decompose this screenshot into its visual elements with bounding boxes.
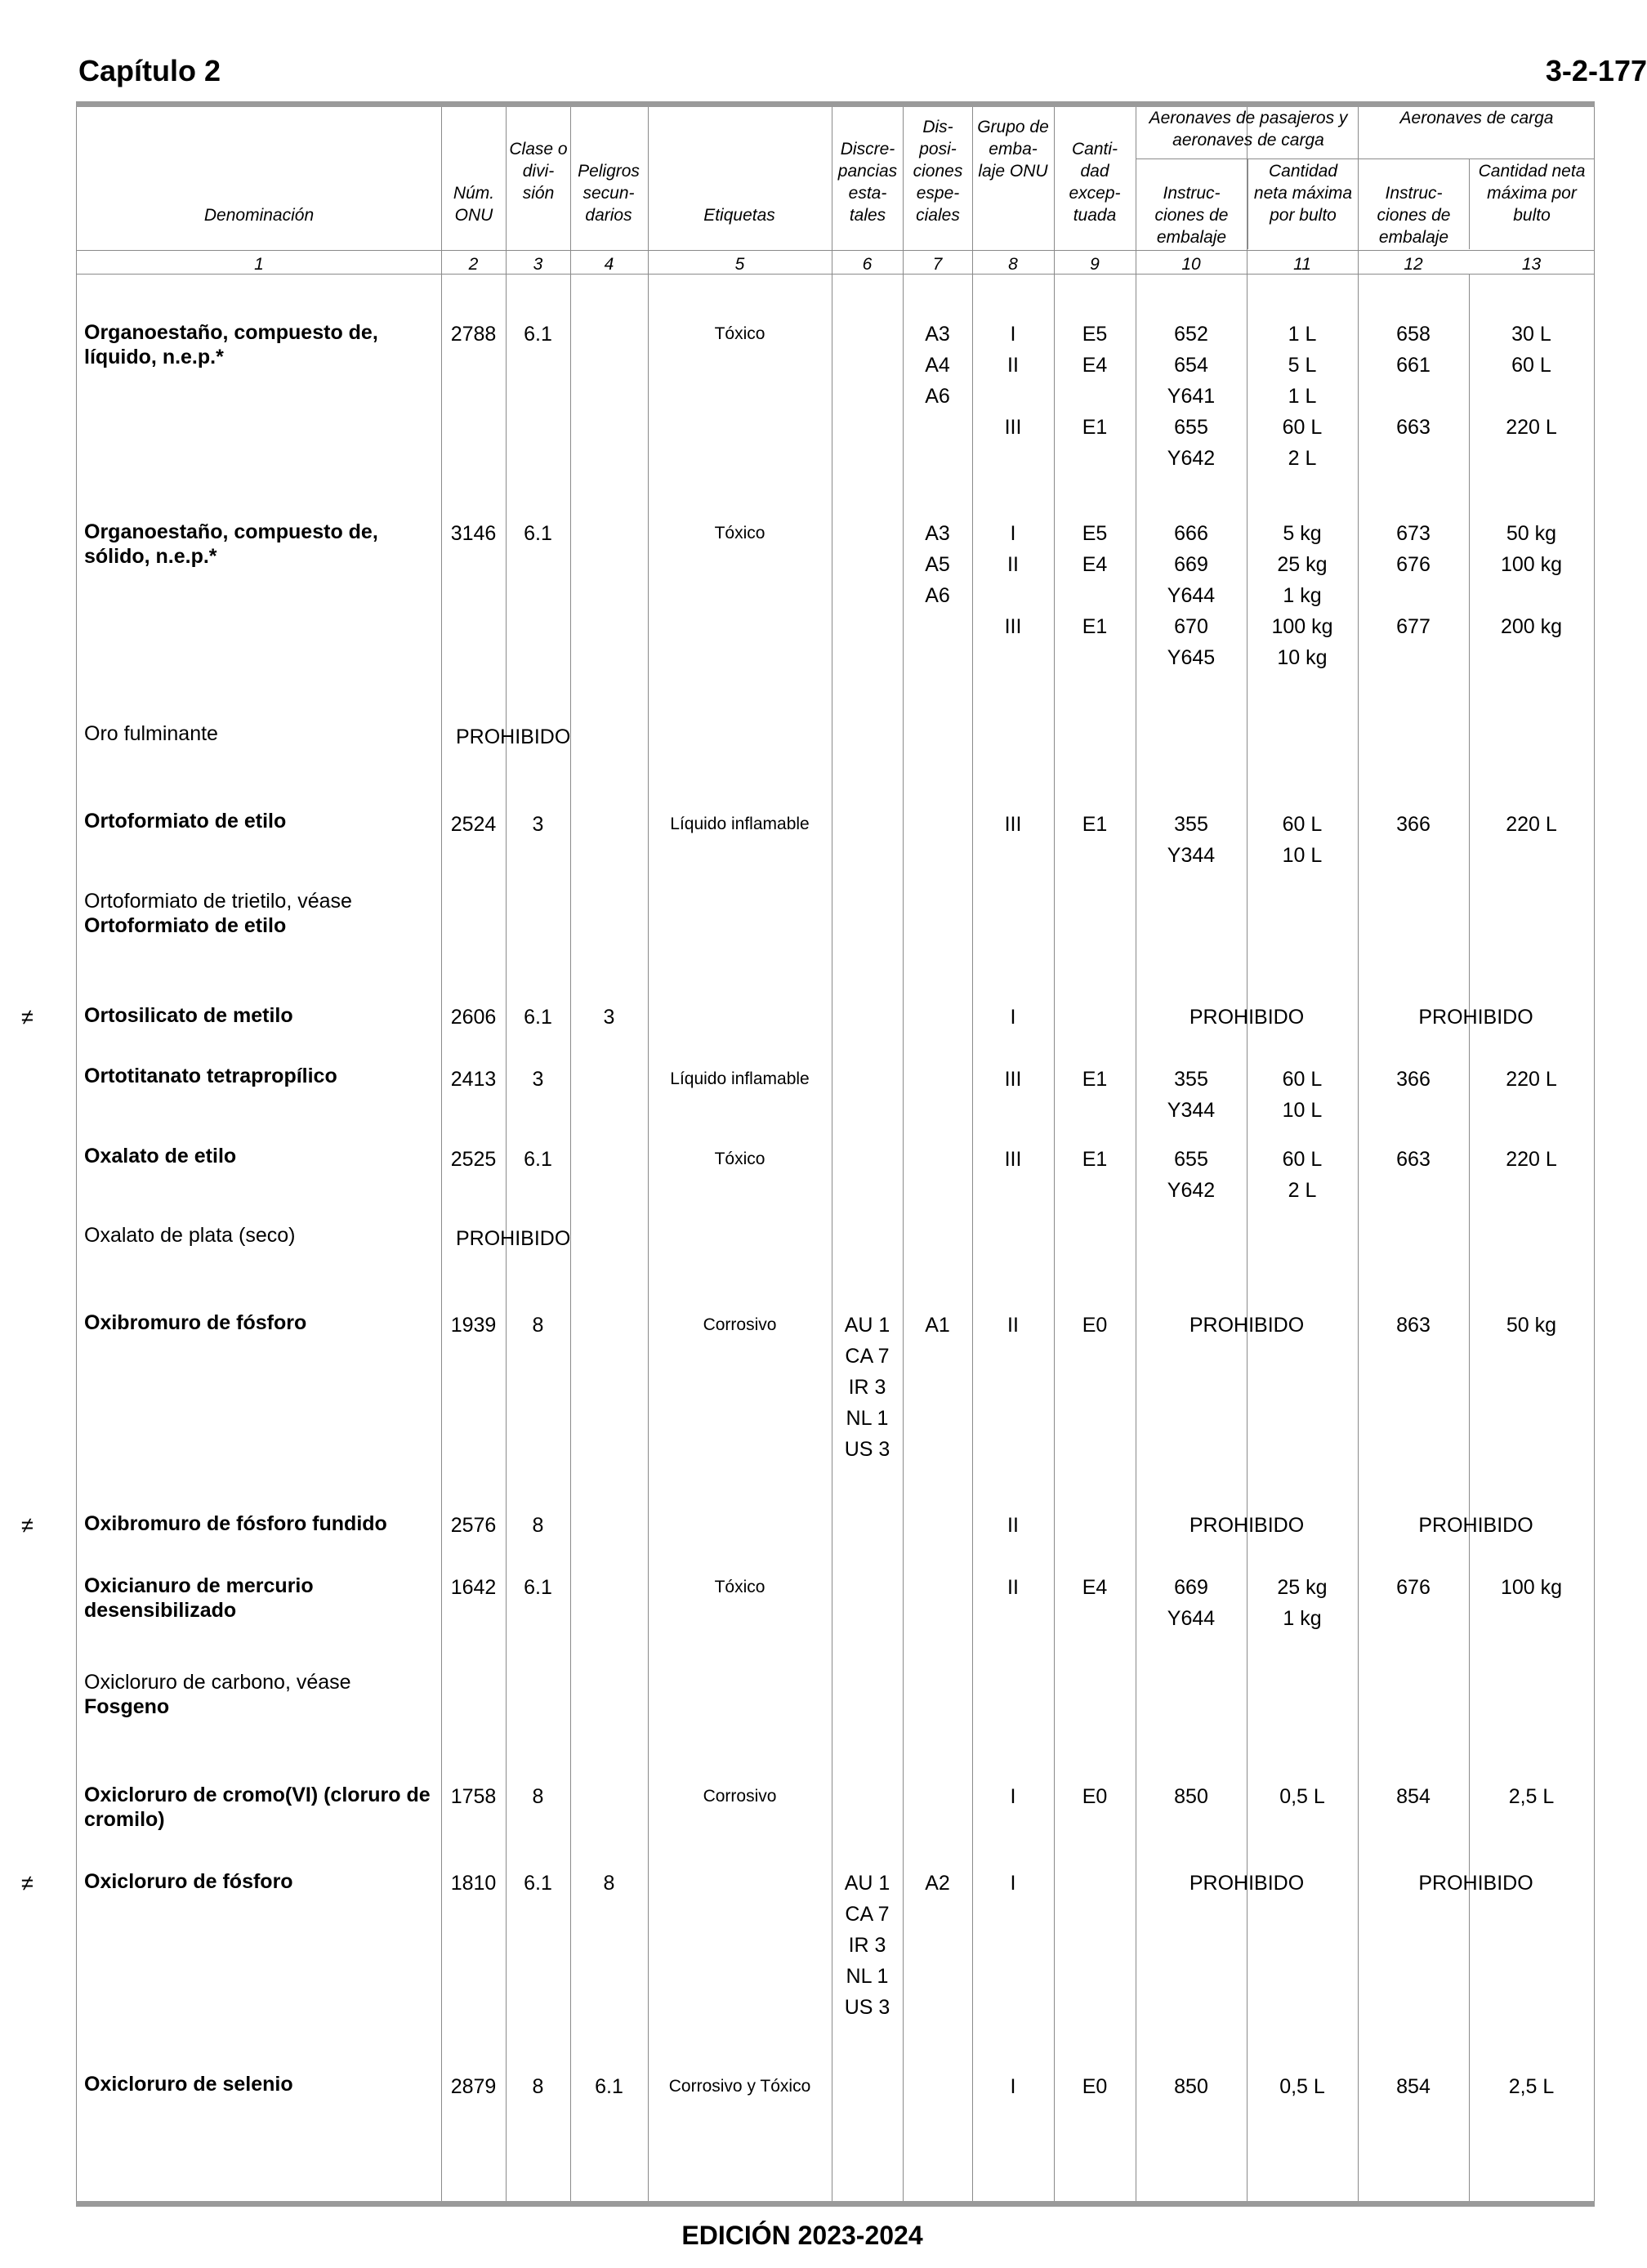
excepted-quantity: E1 xyxy=(1082,416,1108,439)
cao-prohibited: PROHIBIDO xyxy=(1418,1514,1533,1537)
col-number: 9 xyxy=(1090,255,1100,274)
class-division: 6.1 xyxy=(524,323,552,346)
pax-packing-instruction: 652 xyxy=(1174,323,1208,346)
col-number: 6 xyxy=(862,255,873,274)
cao-max-quantity: 100 kg xyxy=(1500,553,1563,576)
pax-max-quantity: 1 L xyxy=(1288,385,1317,408)
hazard-label: Corrosivo y Tóxico xyxy=(668,2077,811,2096)
excepted-quantity: E0 xyxy=(1082,2075,1108,2098)
special-provision: A6 xyxy=(925,584,950,607)
col-header-cao-instrucciones: Instruc- ciones de embalaje xyxy=(1377,184,1451,247)
pax-max-quantity: 25 kg xyxy=(1277,1576,1328,1599)
pax-packing-instruction: 654 xyxy=(1174,354,1208,377)
col-number: 2 xyxy=(468,255,479,274)
pax-packing-instruction: Y344 xyxy=(1167,844,1216,867)
pax-packing-instruction: 850 xyxy=(1174,1785,1208,1808)
excepted-quantity: E1 xyxy=(1082,615,1108,638)
row-name: Oxalato de etilo xyxy=(84,1145,237,1167)
packing-group: I xyxy=(1010,522,1016,545)
un-number: 2606 xyxy=(450,1006,497,1029)
col-header-grupo: Grupo de emba- laje ONU xyxy=(977,118,1049,181)
subsidiary-hazard: 8 xyxy=(603,1872,615,1895)
cao-max-quantity: 200 kg xyxy=(1500,615,1563,638)
pax-max-quantity: 0,5 L xyxy=(1279,1785,1325,1808)
excepted-quantity: E1 xyxy=(1082,1148,1108,1171)
state-variation: NL 1 xyxy=(846,1407,889,1430)
col-header-num-onu: Núm. ONU xyxy=(453,184,495,225)
packing-group: II xyxy=(1007,354,1019,377)
subsidiary-hazard: 6.1 xyxy=(595,2075,623,2098)
cross-reference xyxy=(84,889,444,938)
pax-packing-instruction: 669 xyxy=(1174,1576,1208,1599)
class-division: 8 xyxy=(532,2075,544,2098)
pax-packing-instruction: 666 xyxy=(1174,522,1208,545)
pax-max-quantity: 60 L xyxy=(1282,1068,1323,1091)
cao-max-quantity: 2,5 L xyxy=(1508,1785,1555,1808)
cao-packing-instruction: 366 xyxy=(1396,813,1431,836)
cao-max-quantity: 220 L xyxy=(1506,813,1557,836)
pax-max-quantity: 2 L xyxy=(1288,1179,1317,1202)
prohibited-text: PROHIBIDO xyxy=(456,725,571,748)
cao-packing-instruction: 663 xyxy=(1396,1148,1431,1171)
hazard-label: Tóxico xyxy=(714,324,765,343)
col-header-cantidad-exceptuada: Canti- dad excep- tuada xyxy=(1069,140,1121,225)
cao-packing-instruction: 854 xyxy=(1396,2075,1431,2098)
pax-max-quantity: 10 L xyxy=(1282,844,1323,867)
pax-packing-instruction: Y642 xyxy=(1167,447,1216,470)
change-mark-icon: ≠ xyxy=(21,1005,33,1029)
pax-prohibited: PROHIBIDO xyxy=(1189,1514,1305,1537)
pax-packing-instruction: Y644 xyxy=(1167,584,1216,607)
cao-max-quantity: 2,5 L xyxy=(1508,2075,1555,2098)
excepted-quantity: E5 xyxy=(1082,522,1108,545)
cao-max-quantity: 50 kg xyxy=(1506,1314,1557,1337)
col-header-disposiciones: Dis- posi- ciones espe- ciales xyxy=(913,118,963,225)
pax-packing-instruction: Y344 xyxy=(1167,1099,1216,1122)
header-rule xyxy=(76,101,1595,107)
un-number: 1810 xyxy=(450,1872,497,1895)
pax-packing-instruction: Y641 xyxy=(1167,385,1216,408)
pax-max-quantity: 0,5 L xyxy=(1279,2075,1325,2098)
row-name: Organoestaño, compuesto de, sólido, n.e.p.* xyxy=(84,520,378,568)
cross-reference-text: Ortoformiato de trietilo, véase xyxy=(84,890,352,913)
hazard-label: Tóxico xyxy=(714,524,765,542)
cross-reference xyxy=(84,1670,444,1719)
un-number: 2524 xyxy=(450,813,497,836)
cao-packing-instruction: 677 xyxy=(1396,615,1431,638)
un-number: 2788 xyxy=(450,323,497,346)
col-number: 8 xyxy=(1008,255,1018,274)
pax-prohibited: PROHIBIDO xyxy=(1189,1006,1305,1029)
state-variation: IR 3 xyxy=(848,1376,886,1399)
pax-max-quantity: 100 kg xyxy=(1271,615,1333,638)
pax-packing-instruction: 669 xyxy=(1174,553,1208,576)
col-header-peligros: Peligros secun- darios xyxy=(578,162,640,225)
cao-packing-instruction: 863 xyxy=(1396,1314,1431,1337)
state-variation: CA 7 xyxy=(845,1345,890,1368)
row-name: Oxicloruro de selenio xyxy=(84,2073,293,2096)
col-number: 11 xyxy=(1293,255,1311,274)
table-border-right xyxy=(1594,107,1595,2201)
hazard-label: Tóxico xyxy=(714,1578,765,1596)
col-divider-short xyxy=(1469,159,1470,249)
special-provision: A3 xyxy=(925,522,950,545)
row-name: Oxicloruro de cromo(VI) (cloruro de cromilo) xyxy=(84,1784,431,1831)
hazard-label: Líquido inflamable xyxy=(670,815,810,833)
row-name: Ortoformiato de etilo xyxy=(84,810,287,833)
packing-group: II xyxy=(1007,1576,1019,1599)
chapter-title: Capítulo 2 xyxy=(78,54,221,87)
subsidiary-hazard: 3 xyxy=(603,1006,615,1029)
cao-packing-instruction: 673 xyxy=(1396,522,1431,545)
cross-reference-target: Fosgeno xyxy=(84,1695,170,1718)
col-header-etiquetas: Etiquetas xyxy=(703,206,775,225)
pax-max-quantity: 5 L xyxy=(1288,354,1317,377)
hazard-label: Líquido inflamable xyxy=(670,1069,810,1088)
un-number: 1939 xyxy=(450,1314,497,1337)
excepted-quantity: E0 xyxy=(1082,1785,1108,1808)
row-name: Oxibromuro de fósforo fundido xyxy=(84,1512,387,1535)
class-division: 8 xyxy=(532,1314,544,1337)
cao-max-quantity: 30 L xyxy=(1511,323,1551,346)
cao-max-quantity: 50 kg xyxy=(1506,522,1557,545)
excepted-quantity: E4 xyxy=(1082,1576,1108,1599)
state-variation: IR 3 xyxy=(848,1934,886,1957)
cao-max-quantity: 220 L xyxy=(1506,1148,1557,1171)
col-header-pax-cantidad: Cantidad neta máxima por bulto xyxy=(1253,162,1353,225)
cross-reference-text: Oxicloruro de carbono, véase xyxy=(84,1671,351,1694)
un-number: 2413 xyxy=(450,1068,497,1091)
col-header-cao-cantidad: Cantidad neta máxima por bulto xyxy=(1478,162,1586,225)
pax-packing-instruction: Y645 xyxy=(1167,646,1216,669)
page-number: 3-2-177 xyxy=(1545,54,1647,87)
state-variation: NL 1 xyxy=(846,1965,889,1988)
page-header xyxy=(78,54,1647,93)
state-variation: AU 1 xyxy=(844,1872,890,1895)
hazard-label: Corrosivo xyxy=(703,1315,777,1334)
change-mark-icon: ≠ xyxy=(21,1871,33,1895)
class-division: 3 xyxy=(532,813,544,836)
excepted-quantity: E1 xyxy=(1082,1068,1108,1091)
cao-packing-instruction: 676 xyxy=(1396,553,1431,576)
table-border-left xyxy=(76,107,77,2201)
class-division: 3 xyxy=(532,1068,544,1091)
special-provision: A3 xyxy=(925,323,950,346)
hazard-label: Corrosivo xyxy=(703,1787,777,1806)
un-number: 2525 xyxy=(450,1148,497,1171)
excepted-quantity: E0 xyxy=(1082,1314,1108,1337)
class-division: 6.1 xyxy=(524,1576,552,1599)
cross-reference-target: Ortoformiato de etilo xyxy=(84,914,287,937)
pax-max-quantity: 1 kg xyxy=(1283,1607,1322,1630)
cao-prohibited: PROHIBIDO xyxy=(1418,1006,1533,1029)
col-number: 10 xyxy=(1181,255,1201,274)
class-division: 6.1 xyxy=(524,1006,552,1029)
packing-group: III xyxy=(1004,1148,1022,1171)
cao-prohibited: PROHIBIDO xyxy=(1418,1872,1533,1895)
col-header-denominacion: Denominación xyxy=(203,206,315,225)
col-number: 5 xyxy=(734,255,745,274)
cao-max-quantity: 100 kg xyxy=(1500,1576,1563,1599)
col-number: 13 xyxy=(1521,255,1542,274)
pax-max-quantity: 60 L xyxy=(1282,1148,1323,1171)
cao-packing-instruction: 658 xyxy=(1396,323,1431,346)
pax-packing-instruction: 655 xyxy=(1174,416,1208,439)
packing-group: III xyxy=(1004,416,1022,439)
pax-packing-instruction: 355 xyxy=(1174,1068,1208,1091)
packing-group: I xyxy=(1010,1872,1016,1895)
cao-packing-instruction: 676 xyxy=(1396,1576,1431,1599)
packing-group: III xyxy=(1004,1068,1022,1091)
pax-packing-instruction: 670 xyxy=(1174,615,1208,638)
class-division: 6.1 xyxy=(524,522,552,545)
class-division: 8 xyxy=(532,1514,544,1537)
state-variation: CA 7 xyxy=(845,1903,890,1926)
state-variation: US 3 xyxy=(844,1438,890,1461)
pax-max-quantity: 25 kg xyxy=(1277,553,1328,576)
col-number: 12 xyxy=(1404,255,1423,274)
row-name: Oxibromuro de fósforo xyxy=(84,1311,307,1334)
col-number: 4 xyxy=(604,255,614,274)
pax-prohibited: PROHIBIDO xyxy=(1189,1314,1305,1337)
special-provision: A6 xyxy=(925,385,950,408)
footer-rule xyxy=(76,2201,1595,2207)
pax-prohibited: PROHIBIDO xyxy=(1189,1872,1305,1895)
pax-max-quantity: 1 kg xyxy=(1283,584,1322,607)
special-provision: A4 xyxy=(925,354,950,377)
excepted-quantity: E4 xyxy=(1082,553,1108,576)
pax-max-quantity: 2 L xyxy=(1288,447,1317,470)
row-name: Oro fulminante xyxy=(84,722,218,745)
packing-group: I xyxy=(1010,1785,1016,1808)
col-header-pax-instrucciones: Instruc- ciones de embalaje xyxy=(1154,184,1229,247)
col-header-clase: Clase o divi- sión xyxy=(509,140,568,203)
pax-max-quantity: 10 L xyxy=(1282,1099,1323,1122)
group-header-rule xyxy=(1136,158,1594,159)
un-number: 1642 xyxy=(450,1576,497,1599)
pax-max-quantity: 5 kg xyxy=(1283,522,1322,545)
pax-max-quantity: 60 L xyxy=(1282,416,1323,439)
edition-footer: EDICIÓN 2023-2024 xyxy=(681,2221,923,2250)
pax-max-quantity: 1 L xyxy=(1288,323,1317,346)
packing-group: I xyxy=(1010,1006,1016,1029)
cao-packing-instruction: 854 xyxy=(1396,1785,1431,1808)
col-number: 1 xyxy=(254,255,264,274)
packing-group: II xyxy=(1007,553,1019,576)
special-provision: A1 xyxy=(925,1314,950,1337)
pax-packing-instruction: Y642 xyxy=(1167,1179,1216,1202)
cao-max-quantity: 60 L xyxy=(1511,354,1551,377)
group-header-passenger: Aeronaves de pasajeros y aeronaves de carga xyxy=(1149,109,1348,150)
row-name: Ortotitanato tetrapropílico xyxy=(84,1065,337,1087)
group-header-cargo: Aeronaves de carga xyxy=(1399,109,1554,127)
pax-packing-instruction: 655 xyxy=(1174,1148,1208,1171)
excepted-quantity: E4 xyxy=(1082,354,1108,377)
pax-packing-instruction: 850 xyxy=(1174,2075,1208,2098)
state-variation: US 3 xyxy=(844,1996,890,2019)
header-bottom-rule xyxy=(76,250,1594,251)
pax-packing-instruction: 355 xyxy=(1174,813,1208,836)
un-number: 2576 xyxy=(450,1514,497,1537)
row-name: Ortosilicato de metilo xyxy=(84,1004,293,1027)
row-name: Oxicianuro de mercurio desensibilizado xyxy=(84,1574,314,1622)
packing-group: I xyxy=(1010,323,1016,346)
row-name: Oxalato de plata (seco) xyxy=(84,1224,296,1247)
cao-packing-instruction: 366 xyxy=(1396,1068,1431,1091)
excepted-quantity: E1 xyxy=(1082,813,1108,836)
pax-max-quantity: 60 L xyxy=(1282,813,1323,836)
un-number: 2879 xyxy=(450,2075,497,2098)
prohibited-text: PROHIBIDO xyxy=(456,1227,571,1250)
hazard-label: Tóxico xyxy=(714,1150,765,1168)
excepted-quantity: E5 xyxy=(1082,323,1108,346)
class-division: 6.1 xyxy=(524,1872,552,1895)
pax-packing-instruction: Y644 xyxy=(1167,1607,1216,1630)
row-name: Oxicloruro de fósforo xyxy=(84,1870,293,1893)
col-number: 7 xyxy=(932,255,943,274)
cao-max-quantity: 220 L xyxy=(1506,1068,1557,1091)
row-name: Organoestaño, compuesto de, líquido, n.e.p.* xyxy=(84,321,378,368)
packing-group: II xyxy=(1007,1514,1019,1537)
packing-group: II xyxy=(1007,1314,1019,1337)
packing-group: III xyxy=(1004,615,1022,638)
special-provision: A2 xyxy=(925,1872,950,1895)
cao-packing-instruction: 661 xyxy=(1396,354,1431,377)
packing-group: III xyxy=(1004,813,1022,836)
un-number: 3146 xyxy=(450,522,497,545)
special-provision: A5 xyxy=(925,553,950,576)
state-variation: AU 1 xyxy=(844,1314,890,1337)
col-number: 3 xyxy=(533,255,543,274)
cao-max-quantity: 220 L xyxy=(1506,416,1557,439)
class-division: 6.1 xyxy=(524,1148,552,1171)
un-number: 1758 xyxy=(450,1785,497,1808)
packing-group: I xyxy=(1010,2075,1016,2098)
cao-packing-instruction: 663 xyxy=(1396,416,1431,439)
col-header-discrepancias: Discre- pancias esta- tales xyxy=(837,140,898,225)
pax-max-quantity: 10 kg xyxy=(1277,646,1328,669)
class-division: 8 xyxy=(532,1785,544,1808)
change-mark-icon: ≠ xyxy=(21,1513,33,1538)
